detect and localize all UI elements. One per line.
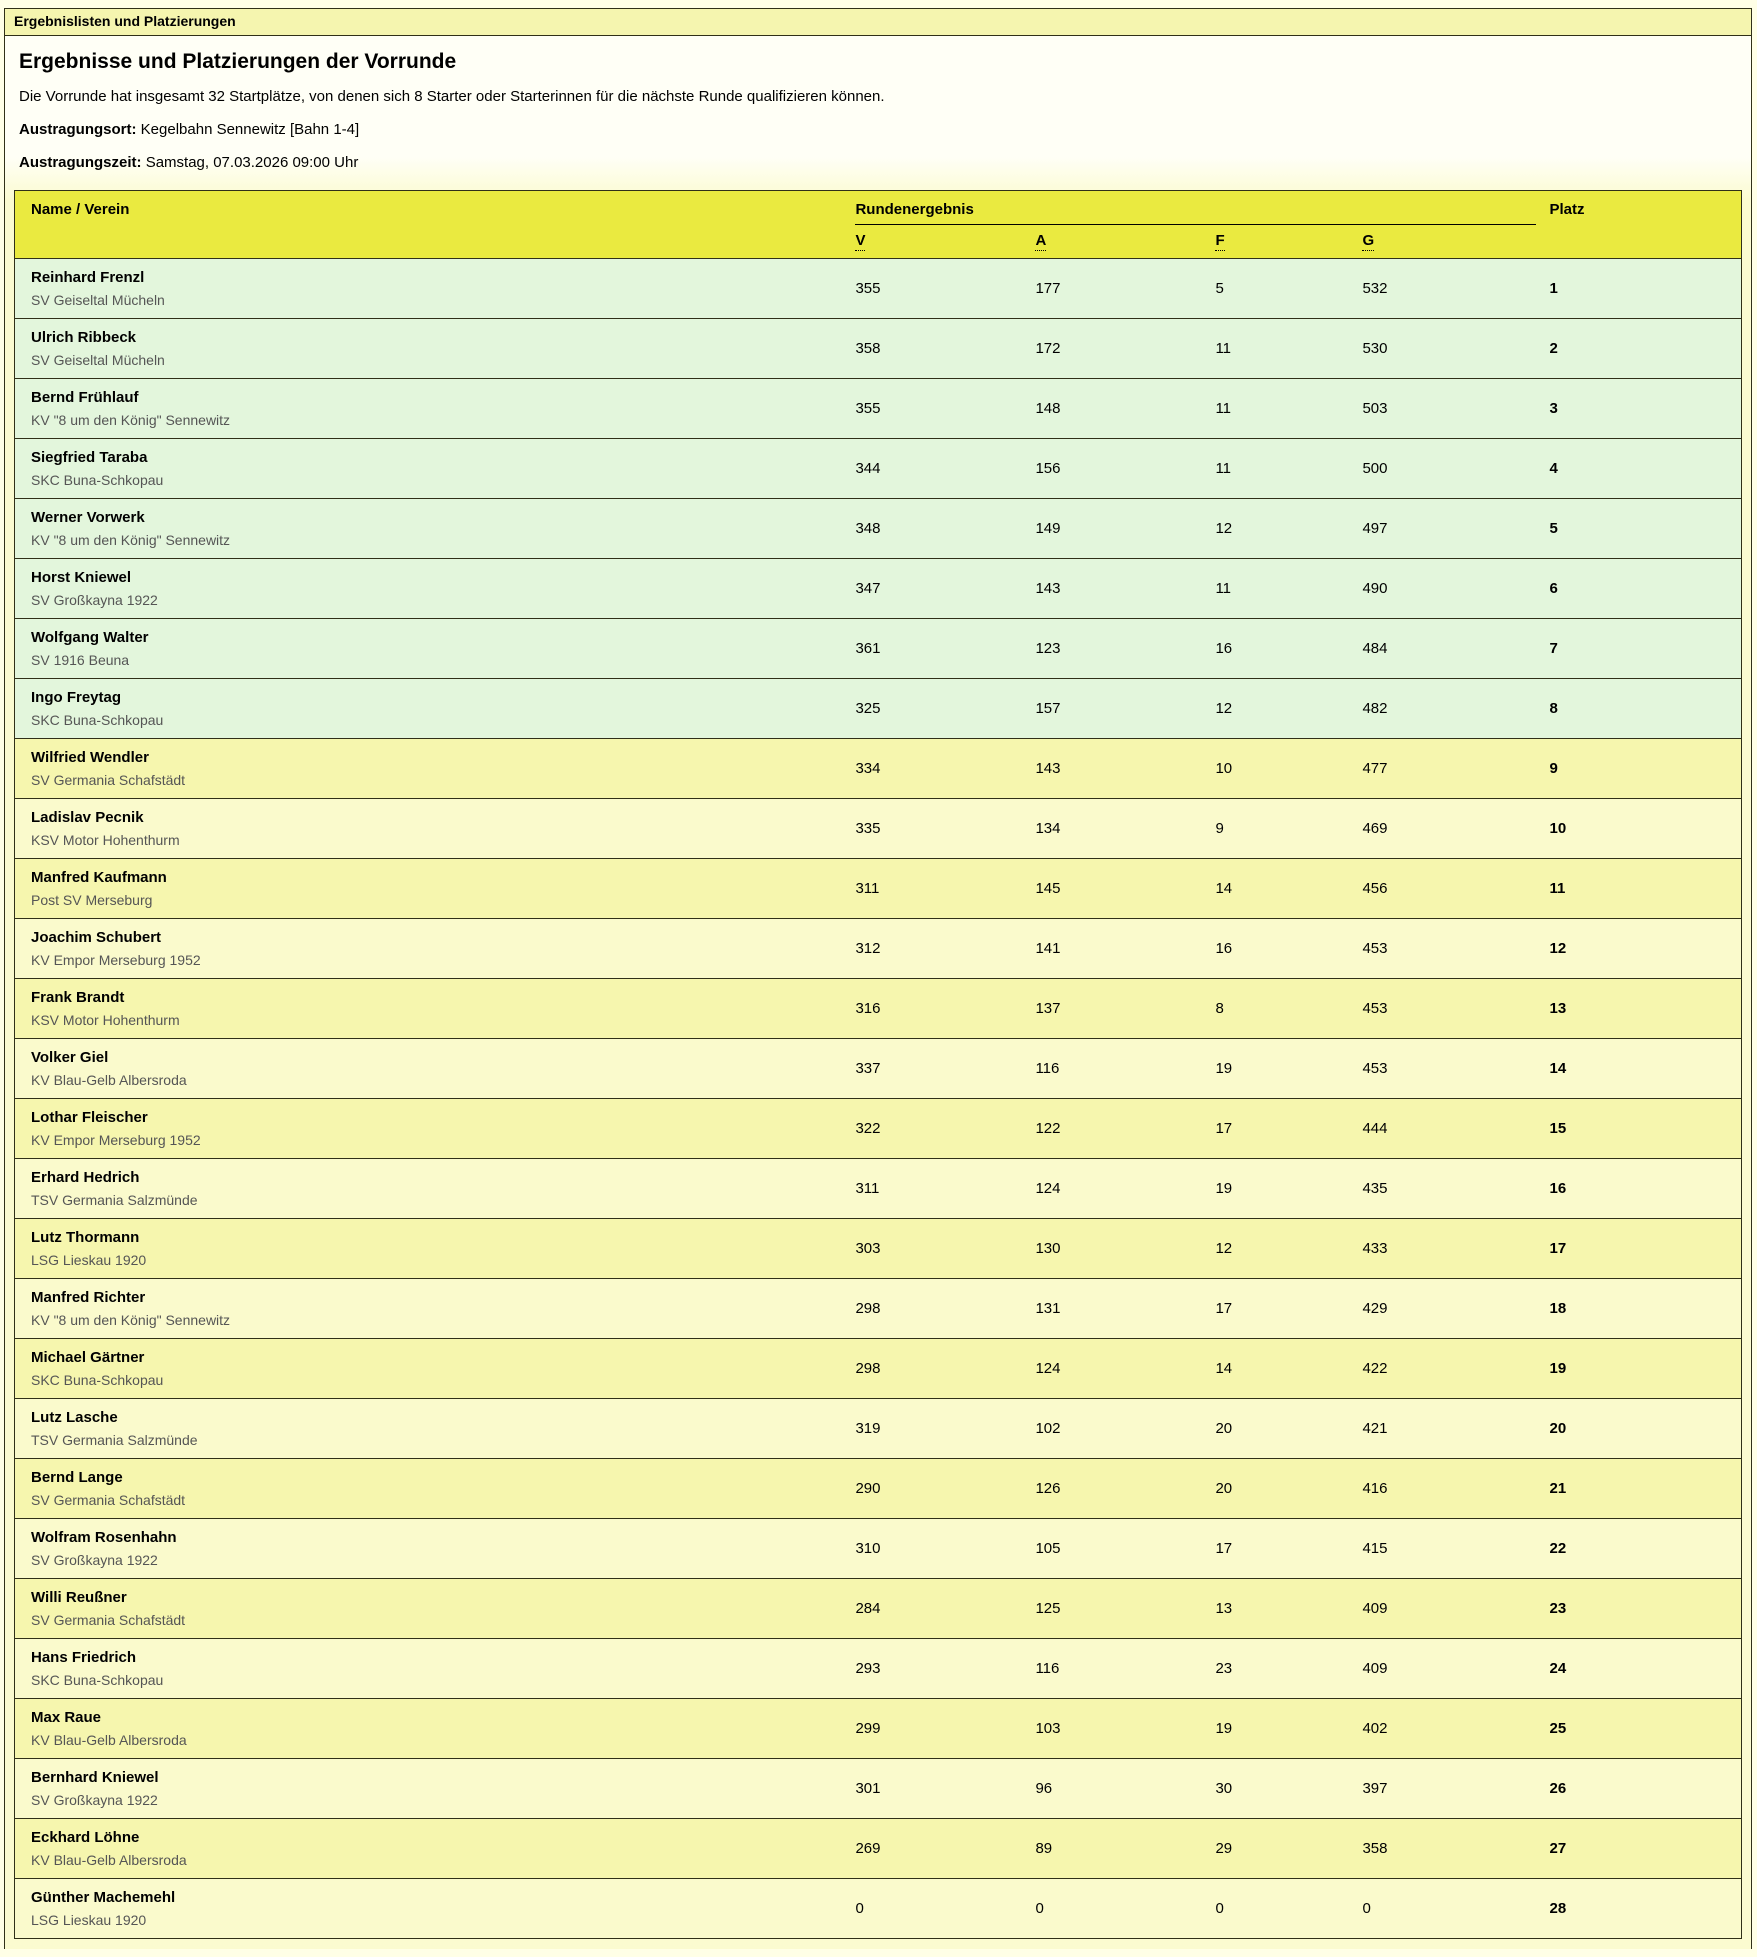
player-club: SV Großkayna 1922 <box>31 1551 158 1568</box>
score-v: 358 <box>855 319 1035 379</box>
player-club: KV Blau-Gelb Albersroda <box>31 1071 187 1088</box>
player-cell <box>15 499 856 559</box>
player-name: Eckhard Löhne <box>31 1828 140 1846</box>
score-f: 10 <box>1215 739 1362 799</box>
time-value: Samstag, 07.03.2026 09:00 Uhr <box>145 154 359 171</box>
platz-value: 17 <box>1536 1219 1742 1279</box>
score-v: 355 <box>855 379 1035 439</box>
platz-value: 24 <box>1536 1639 1742 1699</box>
platz-value: 25 <box>1536 1699 1742 1759</box>
score-v: 298 <box>855 1279 1035 1339</box>
top-bar-title: Ergebnislisten und Platzierungen <box>14 13 236 29</box>
platz-value: 13 <box>1536 979 1742 1039</box>
score-v: 334 <box>855 739 1035 799</box>
player-cell <box>15 1879 856 1939</box>
platz-value: 12 <box>1536 919 1742 979</box>
score-f: 0 <box>1215 1879 1362 1939</box>
table-row <box>15 1039 1742 1099</box>
table-row <box>15 379 1742 439</box>
score-v: 290 <box>855 1459 1035 1519</box>
platz-value: 11 <box>1536 859 1742 919</box>
score-g: 416 <box>1362 1459 1535 1519</box>
player-name: Ulrich Ribbeck <box>31 328 137 346</box>
score-g: 409 <box>1362 1639 1535 1699</box>
player-cell <box>15 1159 856 1219</box>
player-cell <box>15 1579 856 1639</box>
score-f: 13 <box>1215 1579 1362 1639</box>
score-f: 30 <box>1215 1759 1362 1819</box>
score-v: 0 <box>855 1879 1035 1939</box>
score-a: 0 <box>1035 1879 1215 1939</box>
player-club: KV Blau-Gelb Albersroda <box>31 1851 187 1868</box>
score-f: 5 <box>1215 259 1362 319</box>
score-g: 503 <box>1362 379 1535 439</box>
player-name: Lutz Thormann <box>31 1228 140 1246</box>
score-g: 477 <box>1362 739 1535 799</box>
score-a: 126 <box>1035 1459 1215 1519</box>
score-v: 348 <box>855 499 1035 559</box>
score-g: 415 <box>1362 1519 1535 1579</box>
platz-value: 7 <box>1536 619 1742 679</box>
score-g: 469 <box>1362 799 1535 859</box>
player-cell <box>15 1039 856 1099</box>
page-container <box>4 8 1752 1949</box>
column-header-a-abbr[interactable]: A <box>1035 232 1047 249</box>
player-cell <box>15 559 856 619</box>
platz-value: 22 <box>1536 1519 1742 1579</box>
player-cell <box>15 1219 856 1279</box>
table-row <box>15 859 1742 919</box>
platz-value: 26 <box>1536 1759 1742 1819</box>
score-g: 421 <box>1362 1399 1535 1459</box>
table-row <box>15 1459 1742 1519</box>
score-a: 103 <box>1035 1699 1215 1759</box>
player-club: SKC Buna-Schkopau <box>31 1671 164 1688</box>
table-row <box>15 799 1742 859</box>
table-row <box>15 979 1742 1039</box>
score-g: 456 <box>1362 859 1535 919</box>
player-club: TSV Germania Salzmünde <box>31 1191 198 1208</box>
player-name: Bernd Frühlauf <box>31 388 139 406</box>
player-name: Manfred Kaufmann <box>31 868 167 886</box>
score-a: 148 <box>1035 379 1215 439</box>
score-a: 131 <box>1035 1279 1215 1339</box>
player-name: Willi Reußner <box>31 1588 127 1606</box>
score-f: 16 <box>1215 919 1362 979</box>
player-name: Reinhard Frenzl <box>31 268 145 286</box>
table-row <box>15 439 1742 499</box>
player-cell <box>15 1339 856 1399</box>
table-row <box>15 1879 1742 1939</box>
score-v: 303 <box>855 1219 1035 1279</box>
score-v: 322 <box>855 1099 1035 1159</box>
score-g: 0 <box>1362 1879 1535 1939</box>
score-f: 17 <box>1215 1099 1362 1159</box>
score-a: 172 <box>1035 319 1215 379</box>
score-v: 361 <box>855 619 1035 679</box>
table-row <box>15 619 1742 679</box>
player-name: Wolfram Rosenhahn <box>31 1528 177 1546</box>
table-row <box>15 1099 1742 1159</box>
score-a: 143 <box>1035 739 1215 799</box>
score-v: 335 <box>855 799 1035 859</box>
score-f: 12 <box>1215 679 1362 739</box>
player-cell <box>15 739 856 799</box>
score-v: 299 <box>855 1699 1035 1759</box>
player-cell <box>15 1639 856 1699</box>
player-name: Horst Kniewel <box>31 568 132 586</box>
score-a: 143 <box>1035 559 1215 619</box>
score-f: 11 <box>1215 319 1362 379</box>
table-row <box>15 259 1742 319</box>
player-cell <box>15 1519 856 1579</box>
column-header-name-verein: Name / Verein <box>15 191 856 259</box>
score-a: 141 <box>1035 919 1215 979</box>
player-name: Max Raue <box>31 1708 102 1726</box>
platz-value: 1 <box>1536 259 1742 319</box>
score-v: 312 <box>855 919 1035 979</box>
platz-value: 15 <box>1536 1099 1742 1159</box>
platz-value: 19 <box>1536 1339 1742 1399</box>
platz-value: 14 <box>1536 1039 1742 1099</box>
table-row <box>15 319 1742 379</box>
score-f: 23 <box>1215 1639 1362 1699</box>
player-club: SV Großkayna 1922 <box>31 1791 158 1808</box>
table-row <box>15 1699 1742 1759</box>
score-v: 344 <box>855 439 1035 499</box>
score-f: 11 <box>1215 559 1362 619</box>
platz-value: 3 <box>1536 379 1742 439</box>
score-a: 102 <box>1035 1399 1215 1459</box>
table-row <box>15 739 1742 799</box>
player-name: Bernhard Kniewel <box>31 1768 159 1786</box>
score-g: 482 <box>1362 679 1535 739</box>
score-f: 19 <box>1215 1039 1362 1099</box>
player-club: TSV Germania Salzmünde <box>31 1431 198 1448</box>
player-club: KV Empor Merseburg 1952 <box>31 951 201 968</box>
score-a: 157 <box>1035 679 1215 739</box>
platz-value: 16 <box>1536 1159 1742 1219</box>
score-f: 14 <box>1215 859 1362 919</box>
table-row <box>15 1579 1742 1639</box>
player-cell <box>15 1279 856 1339</box>
score-f: 17 <box>1215 1279 1362 1339</box>
score-g: 497 <box>1362 499 1535 559</box>
score-g: 444 <box>1362 1099 1535 1159</box>
score-v: 311 <box>855 859 1035 919</box>
score-g: 429 <box>1362 1279 1535 1339</box>
score-v: 325 <box>855 679 1035 739</box>
score-f: 20 <box>1215 1399 1362 1459</box>
score-f: 20 <box>1215 1459 1362 1519</box>
score-g: 435 <box>1362 1159 1535 1219</box>
table-row <box>15 1279 1742 1339</box>
player-cell <box>15 1699 856 1759</box>
player-club: Post SV Merseburg <box>31 891 153 908</box>
score-g: 532 <box>1362 259 1535 319</box>
score-a: 122 <box>1035 1099 1215 1159</box>
score-v: 316 <box>855 979 1035 1039</box>
player-name: Erhard Hedrich <box>31 1168 140 1186</box>
player-cell <box>15 859 856 919</box>
top-bar <box>5 9 1751 36</box>
score-g: 453 <box>1362 919 1535 979</box>
platz-value: 21 <box>1536 1459 1742 1519</box>
score-a: 134 <box>1035 799 1215 859</box>
player-name: Wilfried Wendler <box>31 748 149 766</box>
player-name: Lutz Lasche <box>31 1408 118 1426</box>
score-f: 12 <box>1215 1219 1362 1279</box>
player-club: SV Germania Schafstädt <box>31 771 186 788</box>
player-cell <box>15 919 856 979</box>
score-f: 19 <box>1215 1159 1362 1219</box>
time-label: Austragungszeit: <box>19 154 142 171</box>
time-line <box>19 153 1742 172</box>
score-a: 156 <box>1035 439 1215 499</box>
table-row <box>15 1219 1742 1279</box>
score-v: 301 <box>855 1759 1035 1819</box>
score-a: 177 <box>1035 259 1215 319</box>
platz-value: 8 <box>1536 679 1742 739</box>
score-a: 124 <box>1035 1159 1215 1219</box>
player-name: Günther Machemehl <box>31 1888 176 1906</box>
score-g: 422 <box>1362 1339 1535 1399</box>
table-row <box>15 1639 1742 1699</box>
score-a: 125 <box>1035 1579 1215 1639</box>
player-cell <box>15 1759 856 1819</box>
player-club: SKC Buna-Schkopau <box>31 1371 164 1388</box>
player-club: KV Blau-Gelb Albersroda <box>31 1731 187 1748</box>
score-v: 347 <box>855 559 1035 619</box>
table-row <box>15 1399 1742 1459</box>
player-name: Joachim Schubert <box>31 928 162 946</box>
platz-value: 10 <box>1536 799 1742 859</box>
score-v: 319 <box>855 1399 1035 1459</box>
player-cell <box>15 1459 856 1519</box>
column-header-g-abbr[interactable]: G <box>1362 232 1375 249</box>
platz-value: 9 <box>1536 739 1742 799</box>
player-name: Volker Giel <box>31 1048 109 1066</box>
score-g: 453 <box>1362 979 1535 1039</box>
score-a: 149 <box>1035 499 1215 559</box>
player-cell <box>15 979 856 1039</box>
player-club: KV "8 um den König" Sennewitz <box>31 411 231 428</box>
column-header-f-abbr[interactable]: F <box>1215 232 1225 249</box>
score-v: 284 <box>855 1579 1035 1639</box>
platz-value: 4 <box>1536 439 1742 499</box>
player-name: Hans Friedrich <box>31 1648 137 1666</box>
score-f: 29 <box>1215 1819 1362 1879</box>
score-v: 337 <box>855 1039 1035 1099</box>
player-cell <box>15 619 856 679</box>
player-cell <box>15 439 856 499</box>
score-v: 355 <box>855 259 1035 319</box>
player-club: SKC Buna-Schkopau <box>31 471 164 488</box>
player-name: Ladislav Pecnik <box>31 808 144 826</box>
player-club: SV Geiseltal Mücheln <box>31 291 165 308</box>
player-cell <box>15 379 856 439</box>
venue-value: Kegelbahn Sennewitz [Bahn 1-4] <box>140 121 360 138</box>
results-table <box>14 190 1742 1939</box>
score-g: 530 <box>1362 319 1535 379</box>
player-club: LSG Lieskau 1920 <box>31 1251 147 1268</box>
score-a: 116 <box>1035 1039 1215 1099</box>
table-row <box>15 1759 1742 1819</box>
score-a: 130 <box>1035 1219 1215 1279</box>
player-cell <box>15 1399 856 1459</box>
table-row <box>15 679 1742 739</box>
score-f: 12 <box>1215 499 1362 559</box>
table-row <box>15 559 1742 619</box>
player-club: SV 1916 Beuna <box>31 651 130 668</box>
platz-value: 27 <box>1536 1819 1742 1879</box>
score-v: 310 <box>855 1519 1035 1579</box>
player-cell <box>15 259 856 319</box>
table-row <box>15 499 1742 559</box>
column-header-rundenergebnis: Rundenergebnis <box>855 191 1535 225</box>
score-g: 358 <box>1362 1819 1535 1879</box>
player-name: Siegfried Taraba <box>31 448 148 466</box>
score-a: 89 <box>1035 1819 1215 1879</box>
platz-value: 23 <box>1536 1579 1742 1639</box>
platz-value: 2 <box>1536 319 1742 379</box>
score-g: 453 <box>1362 1039 1535 1099</box>
player-cell <box>15 319 856 379</box>
score-g: 500 <box>1362 439 1535 499</box>
player-club: SKC Buna-Schkopau <box>31 711 164 728</box>
venue-label: Austragungsort: <box>19 121 137 138</box>
score-a: 137 <box>1035 979 1215 1039</box>
score-a: 105 <box>1035 1519 1215 1579</box>
player-club: LSG Lieskau 1920 <box>31 1911 147 1928</box>
results-table-body <box>15 259 1742 1939</box>
results-table-header <box>15 191 1742 259</box>
score-f: 14 <box>1215 1339 1362 1399</box>
platz-value: 6 <box>1536 559 1742 619</box>
intro-text: Die Vorrunde hat insgesamt 32 Startplätze, von denen sich 8 Starter oder Starterinnen für die nächste Runde qualifizieren können. <box>19 88 885 105</box>
table-row <box>15 1819 1742 1879</box>
column-header-platz: Platz <box>1536 191 1742 259</box>
score-v: 298 <box>855 1339 1035 1399</box>
score-f: 9 <box>1215 799 1362 859</box>
page-title: Ergebnisse und Platzierungen der Vorrunde <box>19 50 457 73</box>
player-club: SV Germania Schafstädt <box>31 1491 186 1508</box>
content-area <box>5 50 1751 1939</box>
score-a: 145 <box>1035 859 1215 919</box>
score-g: 433 <box>1362 1219 1535 1279</box>
player-club: SV Germania Schafstädt <box>31 1611 186 1628</box>
score-f: 8 <box>1215 979 1362 1039</box>
score-f: 19 <box>1215 1699 1362 1759</box>
platz-value: 28 <box>1536 1879 1742 1939</box>
score-v: 311 <box>855 1159 1035 1219</box>
score-f: 11 <box>1215 379 1362 439</box>
score-f: 11 <box>1215 439 1362 499</box>
player-club: KV "8 um den König" Sennewitz <box>31 1311 231 1328</box>
player-club: KSV Motor Hohenthurm <box>31 831 180 848</box>
table-row <box>15 1159 1742 1219</box>
score-a: 123 <box>1035 619 1215 679</box>
player-name: Manfred Richter <box>31 1288 146 1306</box>
score-v: 269 <box>855 1819 1035 1879</box>
table-row <box>15 919 1742 979</box>
score-a: 96 <box>1035 1759 1215 1819</box>
player-cell <box>15 799 856 859</box>
player-club: SV Großkayna 1922 <box>31 591 158 608</box>
player-club: KV Empor Merseburg 1952 <box>31 1131 201 1148</box>
score-g: 409 <box>1362 1579 1535 1639</box>
score-a: 116 <box>1035 1639 1215 1699</box>
score-v: 293 <box>855 1639 1035 1699</box>
score-g: 397 <box>1362 1759 1535 1819</box>
player-club: KV "8 um den König" Sennewitz <box>31 531 231 548</box>
player-club: KSV Motor Hohenthurm <box>31 1011 180 1028</box>
column-header-v-abbr[interactable]: V <box>855 232 866 249</box>
table-row <box>15 1339 1742 1399</box>
player-name: Michael Gärtner <box>31 1348 145 1366</box>
player-cell <box>15 1099 856 1159</box>
score-g: 402 <box>1362 1699 1535 1759</box>
venue-line <box>19 120 1742 139</box>
score-f: 17 <box>1215 1519 1362 1579</box>
player-name: Werner Vorwerk <box>31 508 145 526</box>
player-cell <box>15 679 856 739</box>
platz-value: 18 <box>1536 1279 1742 1339</box>
score-f: 16 <box>1215 619 1362 679</box>
score-a: 124 <box>1035 1339 1215 1399</box>
platz-value: 5 <box>1536 499 1742 559</box>
player-name: Bernd Lange <box>31 1468 123 1486</box>
player-name: Frank Brandt <box>31 988 125 1006</box>
platz-value: 20 <box>1536 1399 1742 1459</box>
player-name: Lothar Fleischer <box>31 1108 148 1126</box>
player-club: SV Geiseltal Mücheln <box>31 351 165 368</box>
score-g: 484 <box>1362 619 1535 679</box>
table-row <box>15 1519 1742 1579</box>
player-cell <box>15 1819 856 1879</box>
player-name: Ingo Freytag <box>31 688 122 706</box>
player-name: Wolfgang Walter <box>31 628 149 646</box>
score-g: 490 <box>1362 559 1535 619</box>
